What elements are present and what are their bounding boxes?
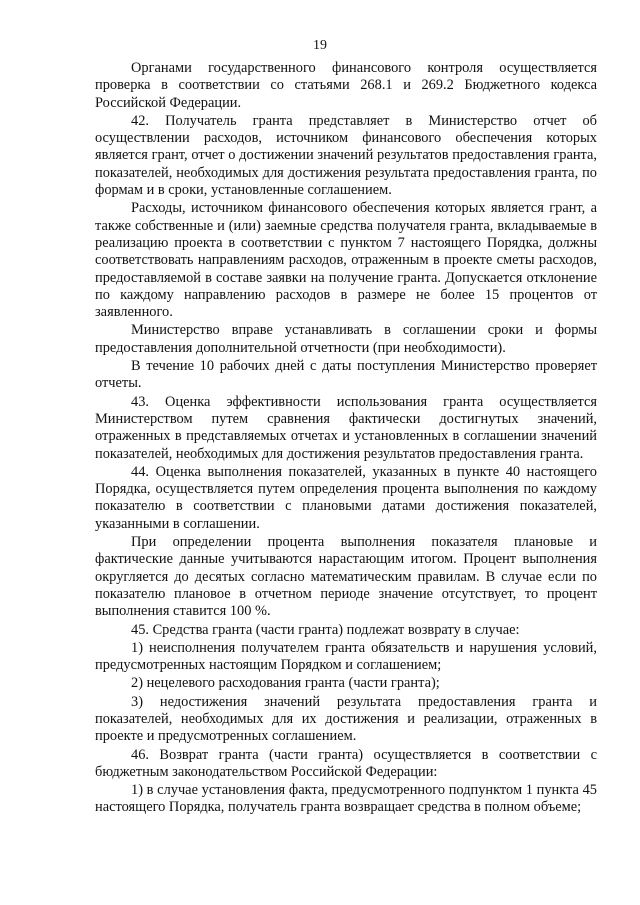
list-item-45-1: 1) неисполнения получателем гранта обязательств и нарушения условий, предусмотренных настоящим Порядком и соглашением;: [95, 639, 597, 674]
paragraph-report-check: В течение 10 рабочих дней с даты поступления Министерство проверяет отчеты.: [95, 358, 597, 392]
list-item-46-1: 1) в случае установления факта, предусмотренного подпунктом 1 пункта 45 настоящего Порядка, получатель гранта возвращает средства в полном объеме;: [95, 782, 597, 816]
paragraph-control-bodies: Органами государственного финансового контроля осуществляется проверка в соответствии со статьями 268.1 и 269.2 Бюджетного кодекса Российской Федерации.: [95, 60, 597, 111]
paragraph-expenses: Расходы, источником финансового обеспечения которых является грант, а также собственные и (или) заемные средства получателя гранта, вкладываемые в реализацию проекта в соответствии с пунктом 7 настоящего Порядка, должны соответствовать направлениям расходов, отраженным в проекте сметы расходов, предоставляемой в составе заявки на получение гранта. Допускается отклонение по каждому направлению расходов в размере не более 15 процентов от заявленного.: [95, 200, 597, 321]
page-number: 19: [313, 38, 327, 53]
paragraph-44: 44. Оценка выполнения показателей, указанных в пункте 40 настоящего Порядка, осуществляется путем определения процента выполнения по каждому показателю в соответствии с плановыми датами достижения показателей, указанными в соглашении.: [95, 463, 597, 532]
paragraph-42: 42. Получатель гранта представляет в Министерство отчет об осуществлении расходов, источником финансового обеспечения которых является грант, отчет о достижении значений результатов предоставления гранта, показателей, необходимых для достижения результата предоставления гранта, по формам и в сроки, установленные соглашением.: [95, 112, 597, 199]
list-item-45-2: 2) нецелевого расходования гранта (части гранта);: [131, 675, 440, 692]
document-body: [95, 60, 597, 818]
paragraph-45: 45. Средства гранта (части гранта) подлежат возврату в случае:: [131, 621, 520, 638]
paragraph-ministry-reporting: Министерство вправе устанавливать в соглашении сроки и формы предоставления дополнительной отчетности (при необходимости).: [95, 322, 597, 356]
list-item-45-3: 3) недостижения значений результата предоставления гранта и показателей, необходимых для их достижения и реализации, отраженных в проекте и предусмотренных соглашением.: [95, 693, 597, 745]
paragraph-43: 43. Оценка эффективности использования гранта осуществляется Министерством путем сравнения фактически достигнутых значений, отраженных в представляемых отчетах и установленных в соглашении значений показателей, необходимых для достижения результатов предоставления гранта.: [95, 393, 597, 462]
paragraph-46: 46. Возврат гранта (части гранта) осуществляется в соответствии с бюджетным законодательством Российской Федерации:: [95, 746, 597, 780]
paragraph-percent-calculation: При определении процента выполнения показателя плановые и фактические данные учитываются нарастающим итогом. Процент выполнения округляется до десятых согласно математическим правилам. В случае если по показателю плановое в отчетном периоде значение отсутствует, то процент выполнения ставится 100 %.: [95, 534, 597, 620]
